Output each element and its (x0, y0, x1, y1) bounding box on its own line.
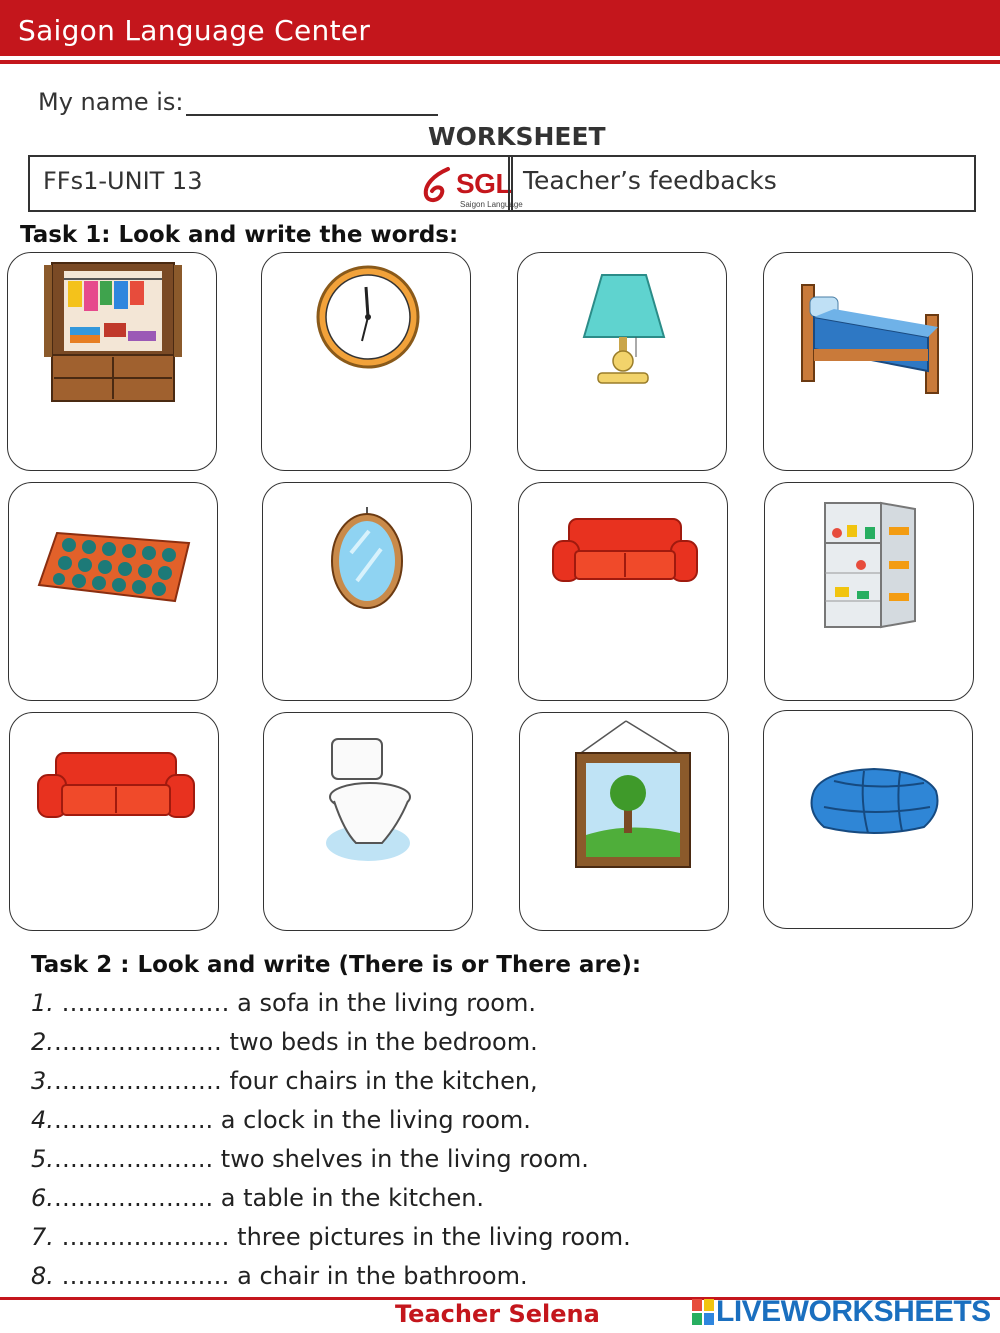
sentence-number: 3. (31, 1067, 54, 1095)
teacher-name: Teacher Selena (395, 1300, 600, 1328)
picture-card-fridge[interactable] (764, 482, 974, 701)
name-input-line[interactable] (186, 90, 438, 116)
name-row (38, 88, 438, 116)
sentence-number: 5. (31, 1145, 54, 1173)
sgl-swirl-icon (418, 165, 458, 207)
logo-text: SGL (456, 168, 513, 199)
picture-card-sofa-2[interactable] (9, 712, 219, 931)
picture-card-rug[interactable] (8, 482, 218, 701)
picture-card-sofa[interactable] (518, 482, 728, 701)
answer-blank[interactable]: ……………….. (53, 1184, 221, 1212)
task2-title: Task 2 : Look and write (There is or There are): (31, 952, 642, 978)
answer-blank[interactable]: ………………… (53, 1262, 238, 1290)
unit-label: FFs1-UNIT 13 (43, 167, 203, 195)
liveworksheets-text: LIVEWORKSHEETS (716, 1295, 991, 1328)
sentence-text: a clock in the living room. (220, 1106, 531, 1134)
picture-card-blanket[interactable] (763, 710, 973, 929)
fridge-icon (765, 483, 975, 702)
info-box (28, 155, 976, 212)
answer-blank[interactable]: ……………….. (53, 1106, 221, 1134)
sentence-number: 7. (31, 1223, 54, 1251)
sentence-number: 6. (31, 1184, 54, 1212)
logo-subtext: Saigon Language (460, 200, 523, 209)
sentence-text: a sofa in the living room. (237, 989, 536, 1017)
sentence-1 (31, 989, 536, 1017)
sentence-4 (31, 1106, 531, 1134)
picture-card-lamp[interactable] (517, 252, 727, 471)
name-label: My name is: (38, 88, 184, 116)
toilet-icon (264, 713, 474, 932)
picture-frame-icon (520, 713, 730, 932)
sentence-text: two shelves in the living room. (220, 1145, 589, 1173)
clock-icon (262, 253, 472, 472)
sentence-text: three pictures in the living room. (237, 1223, 631, 1251)
blanket-icon (764, 711, 974, 930)
rug-icon (9, 483, 219, 702)
lamp-icon (518, 253, 728, 472)
mirror-icon (263, 483, 473, 702)
picture-card-picture[interactable] (519, 712, 729, 931)
header-divider (0, 60, 1000, 64)
header-bar (0, 0, 1000, 56)
info-divider (508, 157, 513, 210)
picture-card-clock[interactable] (261, 252, 471, 471)
sentence-number: 1. (31, 989, 54, 1017)
picture-card-toilet[interactable] (263, 712, 473, 931)
answer-blank[interactable]: ……………….. (53, 1145, 221, 1173)
sentence-5 (31, 1145, 589, 1173)
picture-card-mirror[interactable] (262, 482, 472, 701)
answer-blank[interactable]: ………………… (53, 1028, 230, 1056)
answer-blank[interactable]: ………………… (53, 1067, 230, 1095)
sgl-logo (418, 163, 523, 209)
sentence-text: two beds in the bedroom. (229, 1028, 538, 1056)
sentence-3 (31, 1067, 538, 1095)
worksheet-title: WORKSHEET (428, 122, 606, 151)
sentence-7 (31, 1223, 631, 1251)
picture-card-bed[interactable] (763, 252, 973, 471)
task1-title: Task 1: Look and write the words: (20, 222, 459, 248)
sentence-6 (31, 1184, 484, 1212)
sentence-text: a table in the kitchen. (220, 1184, 485, 1212)
sentence-8 (31, 1262, 528, 1290)
wardrobe-icon (8, 253, 218, 472)
sofa-icon (519, 483, 729, 702)
sentence-number: 2. (31, 1028, 54, 1056)
sofa-icon (10, 713, 220, 932)
sentence-text: a chair in the bathroom. (237, 1262, 528, 1290)
liveworksheets-badge-icon (692, 1299, 714, 1325)
answer-blank[interactable]: ………………… (53, 1223, 238, 1251)
answer-blank[interactable]: ………………… (53, 989, 238, 1017)
sentence-number: 4. (31, 1106, 54, 1134)
sentence-2 (31, 1028, 538, 1056)
bed-icon (764, 253, 974, 472)
feedback-label: Teacher’s feedbacks (523, 166, 777, 195)
organization-name: Saigon Language Center (18, 14, 371, 47)
sentence-text: four chairs in the kitchen, (229, 1067, 538, 1095)
picture-card-wardrobe[interactable] (7, 252, 217, 471)
sentence-number: 8. (31, 1262, 54, 1290)
